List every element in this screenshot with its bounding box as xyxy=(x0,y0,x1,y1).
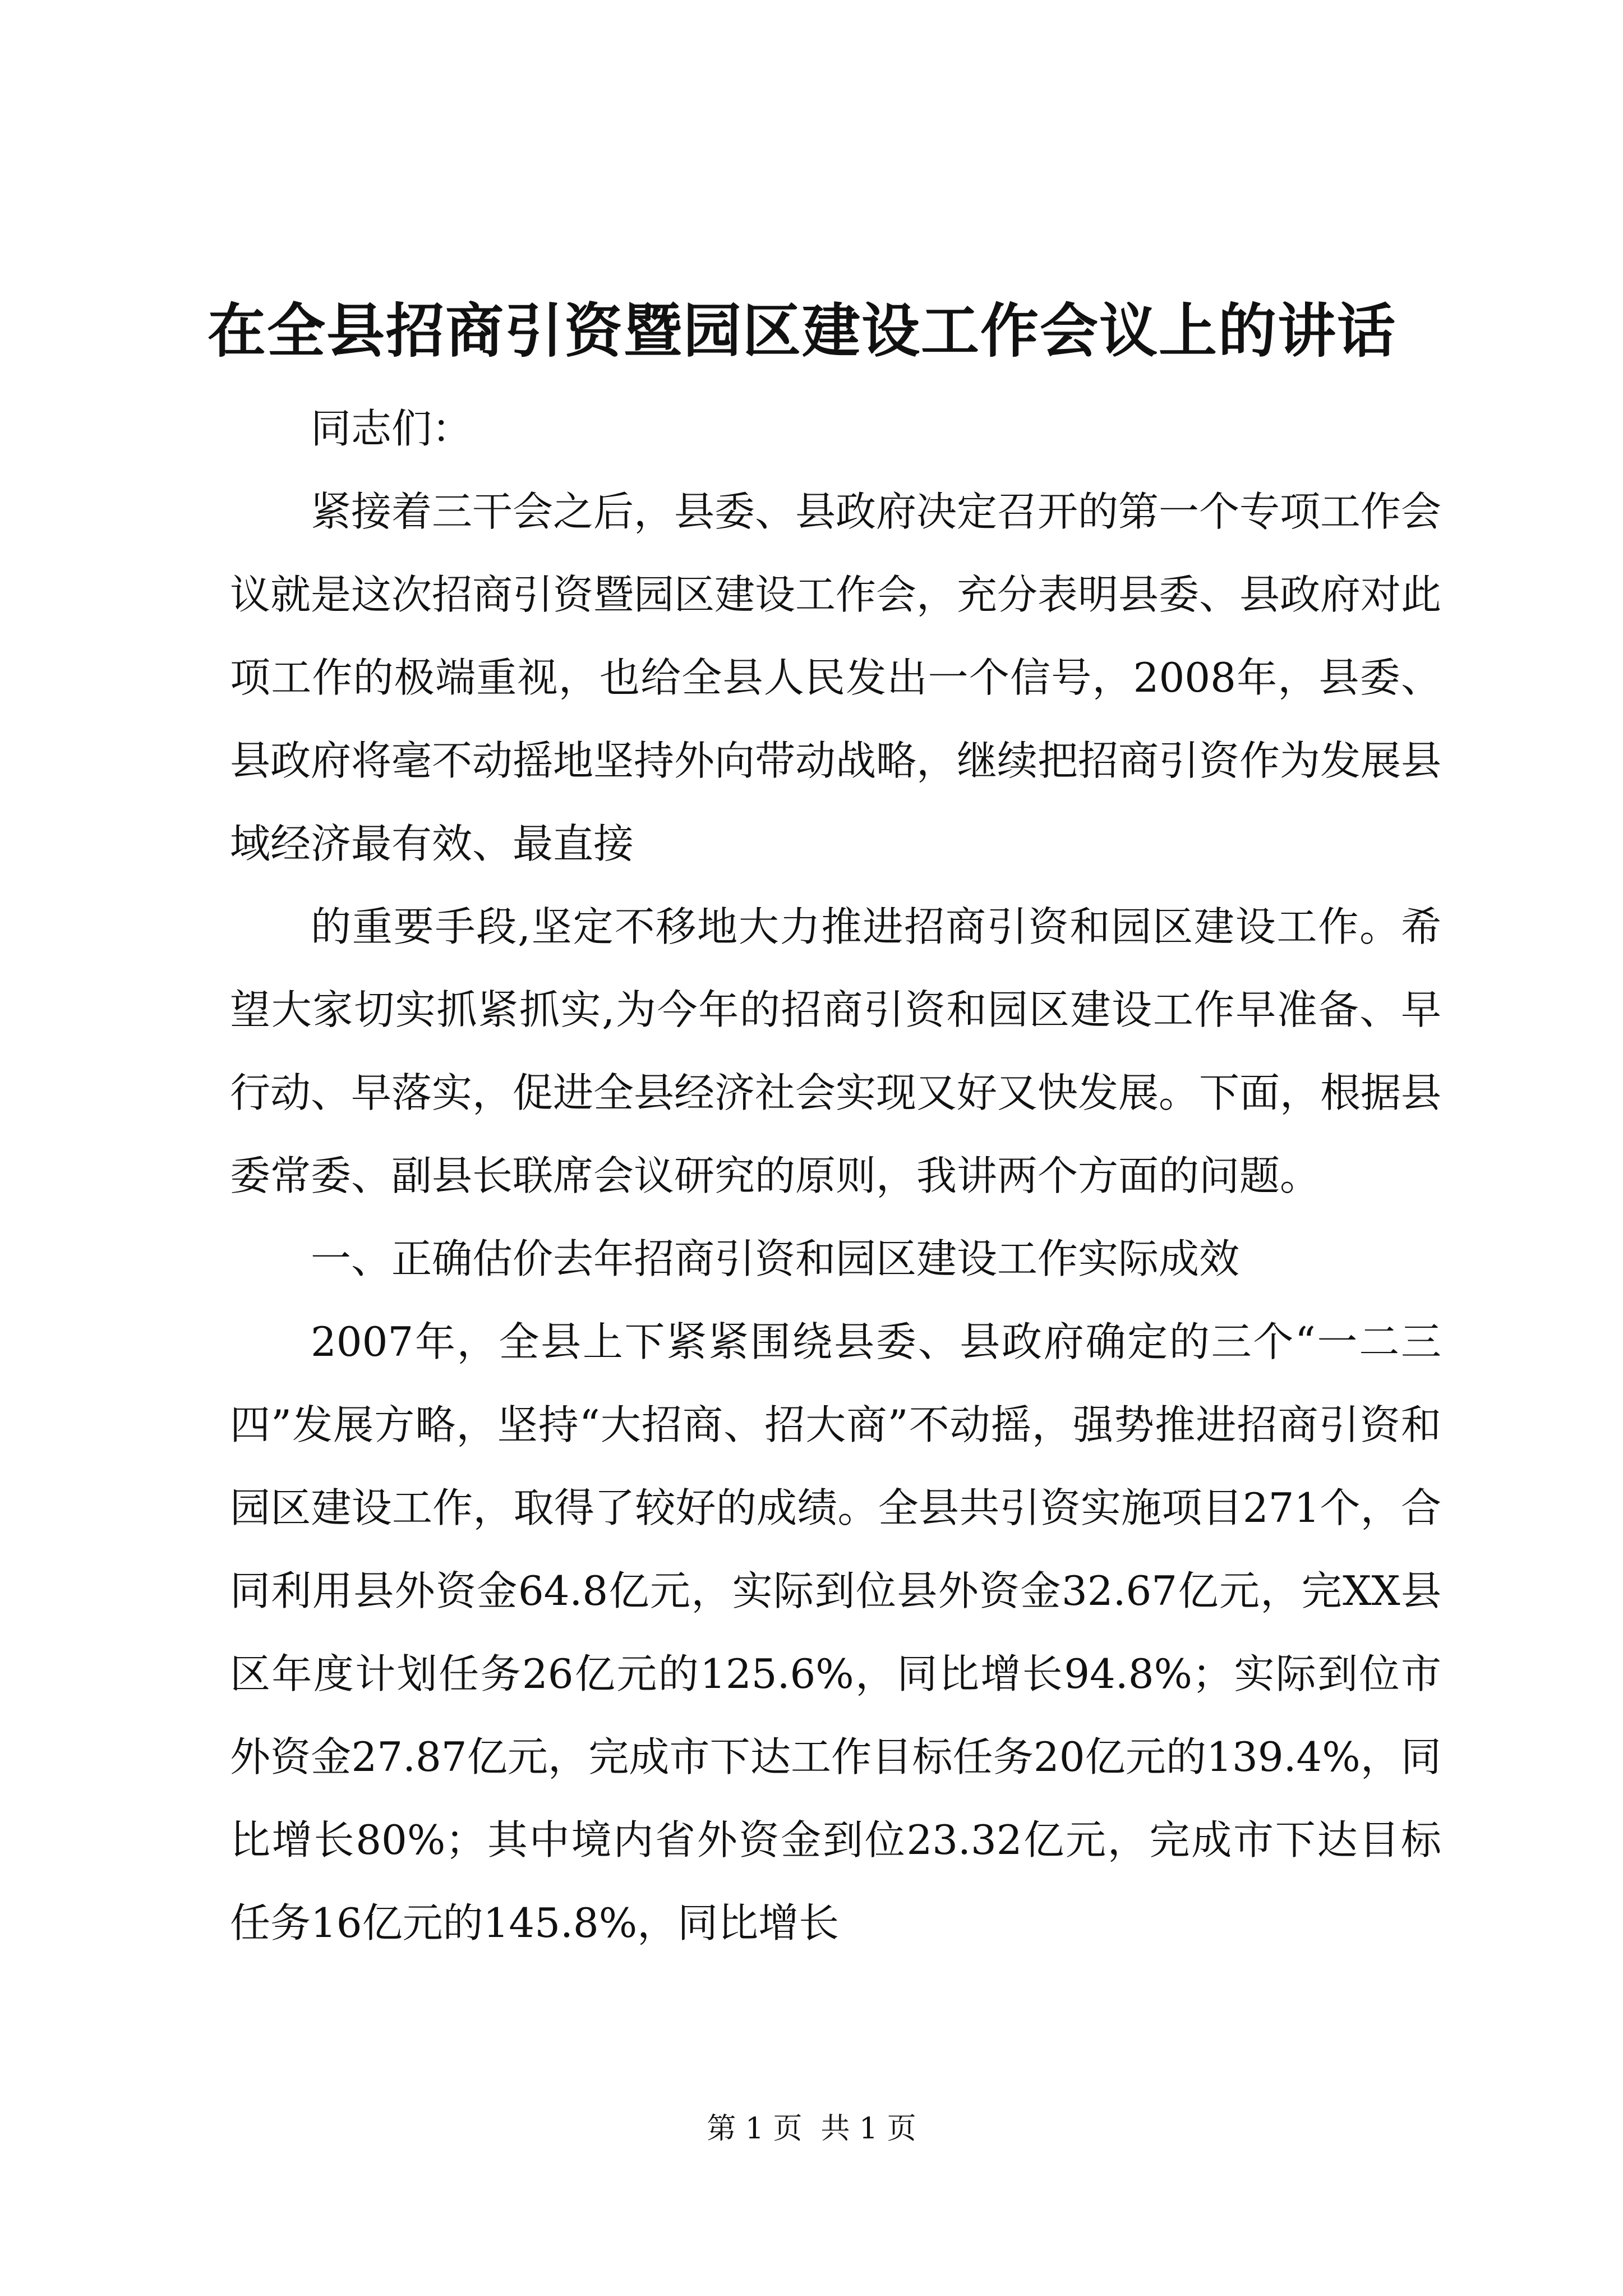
page-footer xyxy=(0,2109,1623,2148)
document-title: 在全县招商引资暨园区建设工作会议上的讲话 xyxy=(208,296,1397,365)
paragraph-salutation: 同志们： xyxy=(311,405,473,452)
document-body xyxy=(230,387,1441,1964)
section-heading-one: 一、正确估价去年招商引资和园区建设工作实际成效 xyxy=(311,1235,1240,1282)
paragraph-results: 2007年，全县上下紧紧围绕县委、县政府确定的三个“一二三四”发展方略，坚持“大招商、招大商”不动摇，强势推进招商引资和园区建设工作，取得了较好的成绩。全县共引资实施项目271个，合同利用县外资金64.8亿元，实际到位县外资金32.67亿元，完XX县区年度计划任务26亿元的125.6%，同比增长94.8%；实际到位市外资金27.87亿元，完成市下达工作目标任务20亿元的139.4%，同比增长80%；其中境内省外资金到位23.32亿元，完成市下达目标任务16亿元的145.8%，同比增长 xyxy=(230,1318,1441,1947)
paragraph-intro: 紧接着三干会之后，县委、县政府决定召开的第一个专项工作会议就是这次招商引资暨园区建设工作会，充分表明县委、县政府对此项工作的极端重视，也给全县人民发出一个信号，2008年，县委、县政府将毫不动摇地坚持外向带动战略，继续把招商引资作为发展县域经济最有效、最直接 xyxy=(230,488,1442,867)
page-number: 第 1 页 共 1 页 xyxy=(707,2112,916,2146)
paragraph-purpose: 的重要手段,坚定不移地大力推进招商引资和园区建设工作。希望大家切实抓紧抓实,为今年的招商引资和园区建设工作早准备、早行动、早落实，促进全县经济社会实现又好又快发展。下面，根据县委常委、副县长联席会议研究的原则，我讲两个方面的问题。 xyxy=(230,903,1442,1199)
